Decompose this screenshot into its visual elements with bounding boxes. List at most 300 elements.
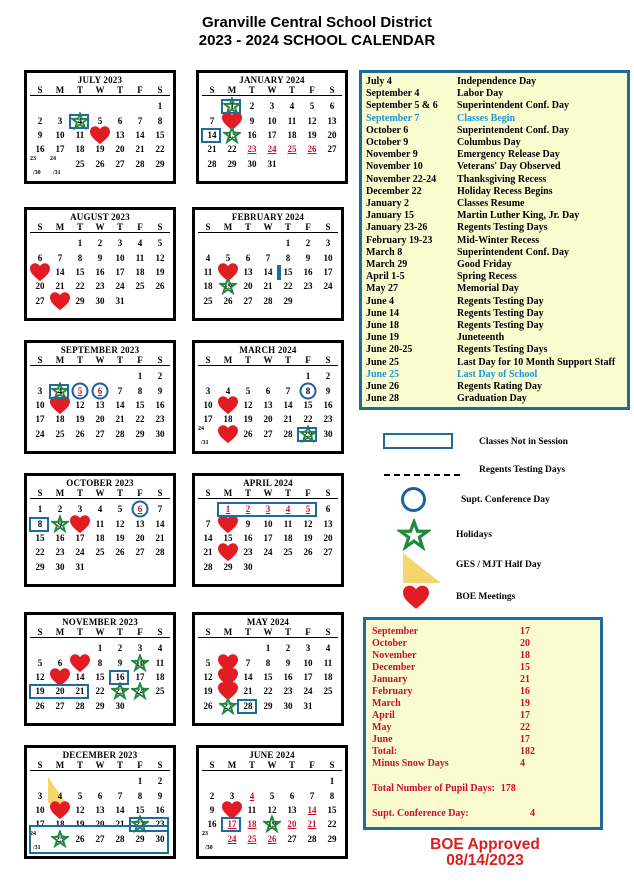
pupil-days-value: 178 (500, 783, 516, 794)
calendar-day: 28 (307, 833, 317, 844)
calendar-day: 15 (95, 672, 105, 683)
month-title: OCTOBER 2023 (66, 478, 134, 488)
calendar-day (202, 825, 222, 853)
weekday-label: F (298, 488, 318, 499)
event-row (366, 149, 623, 161)
calendar-day: 26 (155, 281, 165, 292)
calendar-day: 9 (325, 385, 331, 396)
district-title: Granville Central School District (201, 14, 433, 31)
weekday-label: S (30, 488, 50, 499)
day-count-month: Total: (372, 746, 398, 757)
weekday-label: F (298, 355, 318, 366)
weekday-label: M (218, 222, 238, 233)
calendar-day: 22 (303, 414, 313, 425)
weekday-label: S (150, 488, 170, 499)
weekday-label: S (150, 85, 170, 96)
calendar-day: 6 (245, 252, 251, 263)
day-count-row (372, 686, 594, 698)
calendar-day: 15 (223, 533, 233, 544)
event-row (366, 137, 623, 149)
day-count-value: 17 (520, 734, 530, 745)
calendar-day: 9 (285, 657, 291, 668)
calendar-day: 11 (247, 805, 257, 816)
calendar-day: 16 (155, 805, 165, 816)
calendar-day: 25 (95, 547, 105, 558)
calendar-day: 24 (323, 281, 333, 292)
calendar-day: 5 (309, 101, 315, 112)
calendar-day: 2 (209, 790, 215, 801)
calendar-day: 29 (135, 428, 145, 439)
calendar-day: 13 (95, 400, 105, 411)
calendar-day: 25 (155, 686, 165, 697)
day-count-value: 17 (520, 710, 530, 721)
calendar-day: 10 (130, 656, 150, 670)
calendar-day: 26 (75, 833, 85, 844)
calendar-day: 21 (207, 144, 217, 155)
calendar-day: 4 (97, 504, 103, 515)
calendar-day: 1 (222, 99, 242, 113)
weekday-label: T (278, 355, 298, 366)
calendar-day: 28 (283, 428, 293, 439)
calendar-day: 30 (95, 295, 105, 306)
weekday-label: T (70, 85, 90, 96)
calendar-day: 27 (263, 428, 273, 439)
weekday-label: M (50, 85, 70, 96)
weekday-label: W (90, 760, 110, 771)
holiday-star-icon (219, 697, 237, 715)
calendar-day: 6 (57, 657, 63, 668)
calendar-day: 26 (35, 700, 45, 711)
month-grid (202, 760, 342, 851)
calendar-day: 14 (263, 267, 273, 278)
month-calendar-december (24, 745, 176, 859)
calendar-day: 31 (303, 700, 313, 711)
calendar-day: 21 (115, 819, 125, 830)
event-name: Regents Testing Day (457, 320, 544, 332)
calendar-day: 21 (263, 281, 273, 292)
calendar-day: 17 (135, 672, 145, 683)
calendar-day: 28 (115, 833, 125, 844)
calendar-day: 17 (55, 144, 65, 155)
calendar-day: 23 (95, 281, 105, 292)
calendar-day: 25 (323, 686, 333, 697)
weekday-label: T (278, 222, 298, 233)
weekday-label: T (110, 85, 130, 96)
calendar-day: 18 (287, 130, 297, 141)
event-row (366, 235, 623, 247)
calendar-day: 25 (75, 158, 85, 169)
calendar-day: 18 (223, 414, 233, 425)
calendar-day: 25 (283, 547, 293, 558)
calendar-day: 14 (115, 400, 125, 411)
weekday-label: M (50, 355, 70, 366)
calendar-day (218, 398, 238, 412)
month-grid (30, 488, 170, 574)
calendar-day: 20 (287, 819, 297, 830)
calendar-day: 12 (303, 518, 313, 529)
event-date: December 22 (366, 185, 422, 197)
weekday-label: F (302, 85, 322, 96)
calendar-day: 5 (245, 385, 251, 396)
weekday-label: F (130, 85, 150, 96)
calendar-day: 16 (115, 672, 125, 683)
event-name: Spring Recess (457, 271, 517, 283)
conference-circle-icon (300, 382, 317, 399)
calendar-day: 23 (283, 686, 293, 697)
event-date: October 6 (366, 124, 409, 136)
day-count-month: January (372, 674, 408, 685)
weekday-label: F (130, 488, 150, 499)
calendar-day: 18 (247, 819, 257, 830)
calendar-day: 9 (245, 518, 251, 529)
calendar-day: 7 (137, 115, 143, 126)
calendar-day: 17 (267, 130, 277, 141)
calendar-day: 25 (247, 833, 257, 844)
conference-circle-icon (72, 382, 89, 399)
calendar-day: 20 (115, 144, 125, 155)
calendar-day: 9 (37, 130, 43, 141)
calendar-day (90, 128, 110, 142)
weekday-label: S (30, 85, 50, 96)
not-in-session-box (217, 502, 317, 517)
calendar-day: 21 (283, 414, 293, 425)
calendar-day: 2 (97, 238, 103, 249)
day-count-row (372, 674, 594, 686)
event-name: Regents Testing Days (457, 222, 548, 234)
weekday-label: T (70, 355, 90, 366)
calendar-day: 25 (203, 295, 213, 306)
event-name: Last Day for 10 Month Support Staff (457, 356, 616, 368)
calendar-title: 2023 - 2024 SCHOOL CALENDAR (198, 32, 436, 49)
calendar-day: 16 (243, 533, 253, 544)
weekday-label: T (238, 488, 258, 499)
holiday-star-icon (51, 515, 69, 533)
calendar-day: 20 (95, 414, 105, 425)
calendar-day: 24 (115, 281, 125, 292)
calendar-day: 13 (287, 805, 297, 816)
conference-days-label: Supt. Conference Day: (372, 808, 469, 819)
calendar-day: 14 (115, 805, 125, 816)
calendar-day: 10 (55, 130, 65, 141)
calendar-day: 29 (298, 427, 318, 441)
split-day: 24 /31 (30, 830, 41, 851)
calendar-day: 13 (243, 267, 253, 278)
event-date: June 20-25 (366, 344, 413, 356)
calendar-day: 2 (117, 643, 123, 654)
calendar-day: 21 (115, 414, 125, 425)
calendar-day: 7 (117, 790, 123, 801)
calendar-day: 29 (263, 700, 273, 711)
weekday-label: M (218, 488, 238, 499)
day-count-row (372, 722, 594, 734)
calendar-day: 22 (327, 819, 337, 830)
event-date: September 7 (366, 112, 420, 124)
weekday-label: W (90, 85, 110, 96)
weekday-label: T (238, 355, 258, 366)
calendar-day: 20 (243, 281, 253, 292)
calendar-day: 10 (267, 115, 277, 126)
month-calendar-june (196, 745, 348, 859)
calendar-day: 3 (325, 238, 331, 249)
calendar-day: 22 (283, 281, 293, 292)
calendar-day: 10 (35, 805, 45, 816)
weekday-label: F (298, 627, 318, 638)
not-in-session-box (277, 265, 281, 280)
calendar-day: 2 (249, 101, 255, 112)
calendar-day: 16 (303, 267, 313, 278)
calendar-day: 19 (75, 414, 85, 425)
event-name: Classes Begin (457, 112, 516, 124)
event-row (366, 174, 623, 186)
day-count-row (372, 734, 594, 746)
event-date: February 19-23 (366, 234, 433, 246)
calendar-day: 15 (135, 805, 145, 816)
calendar-day: 9 (97, 252, 103, 263)
weekday-label: F (130, 627, 150, 638)
weekday-label: S (318, 488, 338, 499)
calendar-day (30, 150, 50, 178)
calendar-day: 31 (267, 158, 277, 169)
calendar-day: 21 (75, 686, 85, 697)
calendar-day: 3 (265, 504, 271, 515)
calendar-day: 7 (157, 504, 163, 515)
calendar-day: 3 (229, 790, 235, 801)
event-date: June 4 (366, 295, 395, 307)
calendar-day: 7 (245, 657, 251, 668)
weekday-label: T (70, 760, 90, 771)
pupil-days-row (372, 783, 594, 795)
calendar-day: 18 (95, 533, 105, 544)
calendar-day: 27 (35, 295, 45, 306)
event-name: Mid-Winter Recess (457, 234, 540, 246)
event-row (366, 259, 623, 271)
event-date: January 23-26 (366, 222, 428, 234)
calendar-day: 26 (95, 158, 105, 169)
calendar-day: 29 (227, 158, 237, 169)
month-grid (198, 355, 338, 446)
weekday-label: T (282, 85, 302, 96)
calendar-day: 18 (75, 144, 85, 155)
weekday-label: S (150, 355, 170, 366)
calendar-day: 27 (218, 699, 238, 713)
event-row (366, 381, 623, 393)
calendar-day: 8 (285, 252, 291, 263)
calendar-day: 9 (50, 517, 70, 531)
weekday-label: M (222, 760, 242, 771)
calendar-day: 6 (130, 502, 150, 516)
weekday-label: T (238, 222, 258, 233)
event-date: November 22-24 (366, 173, 437, 185)
event-date: June 26 (366, 381, 400, 393)
calendar-day: 11 (135, 252, 145, 263)
calendar-day: 6 (90, 384, 110, 398)
calendar-day: 27 (323, 547, 333, 558)
weekday-label: M (50, 222, 70, 233)
calendar-day: 3 (269, 101, 275, 112)
calendar-day: 29 (223, 561, 233, 572)
event-name: Superintendent Conf. Day (457, 124, 569, 136)
event-name: Thanksgiving Recess (457, 173, 547, 185)
event-row (366, 283, 623, 295)
calendar-day: 12 (307, 115, 317, 126)
calendar-day: 17 (35, 819, 45, 830)
legend-conference-label: Supt. Conference Day (461, 495, 550, 505)
calendar-day: 5 (37, 657, 43, 668)
calendar-day: 19 (218, 279, 238, 293)
calendar-day (70, 656, 90, 670)
calendar-day: 14 (155, 518, 165, 529)
event-row (366, 113, 623, 125)
calendar-day: 26 (203, 700, 213, 711)
event-date: January 2 (366, 198, 410, 210)
calendar-day: 17 (203, 414, 213, 425)
calendar-day: 15 (135, 400, 145, 411)
calendar-day: 1 (137, 371, 143, 382)
weekday-label: W (262, 85, 282, 96)
calendar-day: 25 (50, 832, 70, 846)
not-in-session-box (237, 699, 257, 714)
calendar-day: 12 (267, 805, 277, 816)
calendar-day: 16 (35, 144, 45, 155)
calendar-day: 28 (115, 428, 125, 439)
calendar-day: 3 (117, 238, 123, 249)
calendar-day: 27 (243, 295, 253, 306)
weekday-label: T (238, 627, 258, 638)
calendar-day: 8 (137, 790, 143, 801)
calendar-day (50, 398, 70, 412)
not-in-session-box (221, 817, 241, 832)
calendar-day: 25 (135, 281, 145, 292)
day-count-row (372, 626, 594, 638)
calendar-day: 7 (209, 115, 215, 126)
calendar-day: 2 (37, 115, 43, 126)
calendar-day: 29 (283, 295, 293, 306)
event-name: Columbus Day (457, 137, 521, 149)
calendar-day: 4 (249, 790, 255, 801)
legend-half-day-icon (403, 553, 441, 583)
calendar-day: 31 (115, 295, 125, 306)
weekday-label: T (242, 85, 262, 96)
calendar-day: 3 (37, 790, 43, 801)
day-count-month: December (372, 662, 416, 673)
calendar-day: 22 (130, 817, 150, 831)
calendar-day: 8 (137, 385, 143, 396)
event-name: Classes Resume (457, 198, 525, 210)
calendar-day: 2 (57, 504, 63, 515)
event-name: Memorial Day (457, 283, 519, 295)
calendar-day: 10 (263, 518, 273, 529)
calendar-day: 9 (249, 115, 255, 126)
weekday-label: T (110, 488, 130, 499)
calendar-day: 29 (327, 833, 337, 844)
calendar-day: 5 (77, 790, 83, 801)
day-count-value: 18 (520, 650, 530, 661)
calendar-day: 21 (203, 547, 213, 558)
weekday-label: S (322, 85, 342, 96)
weekday-label: W (90, 222, 110, 233)
calendar-day: 2 (157, 776, 163, 787)
weekday-label: S (202, 760, 222, 771)
event-name: Regents Testing Days (457, 344, 548, 356)
month-title: JANUARY 2024 (239, 75, 305, 85)
month-grid (198, 222, 338, 308)
month-calendar-august (24, 207, 176, 321)
calendar-day: 28 (243, 700, 253, 711)
event-name: Graduation Day (457, 393, 527, 405)
event-date: July 4 (366, 76, 392, 87)
event-row (366, 344, 623, 356)
weekday-label: M (50, 488, 70, 499)
calendar-day: 1 (37, 504, 43, 515)
calendar-day: 30 (115, 700, 125, 711)
event-row (366, 186, 623, 198)
event-date: September 5 & 6 (366, 100, 438, 112)
half-day-icon (48, 777, 66, 803)
calendar-day: 9 (305, 252, 311, 263)
event-row (366, 369, 623, 381)
calendar-day: 29 (95, 700, 105, 711)
not-in-session-box (221, 99, 241, 114)
event-row (366, 161, 623, 173)
calendar-day: 15 (303, 400, 313, 411)
calendar-day: 7 (205, 518, 211, 529)
calendar-day: 10 (323, 252, 333, 263)
calendar-day: 27 (135, 547, 145, 558)
calendar-day: 9 (157, 385, 163, 396)
legend-conference-circle-icon (401, 487, 426, 512)
calendar-day: 22 (35, 547, 45, 558)
calendar-day: 5 (269, 790, 275, 801)
legend-heart-icon (401, 584, 431, 610)
event-row (366, 296, 623, 308)
calendar-day: 18 (55, 414, 65, 425)
calendar-day: 25 (287, 144, 297, 155)
calendar-day: 8 (265, 657, 271, 668)
event-name: Juneteenth (457, 332, 505, 344)
calendar-day: 26 (267, 833, 277, 844)
calendar-day: 6 (37, 252, 43, 263)
calendar-day: 17 (303, 672, 313, 683)
calendar-day: 24 (227, 833, 237, 844)
calendar-day: 24 (267, 144, 277, 155)
calendar-day: 13 (95, 805, 105, 816)
calendar-day: 5 (157, 238, 163, 249)
event-date: June 19 (366, 332, 400, 344)
calendar-day: 9 (117, 657, 123, 668)
day-count-value: 21 (520, 674, 530, 685)
calendar-day: 17 (75, 533, 85, 544)
legend-regents-swatch (384, 474, 460, 476)
calendar-day: 2 (285, 643, 291, 654)
event-date: September 4 (366, 88, 420, 100)
calendar-day: 4 (70, 114, 90, 128)
weekday-label: T (110, 760, 130, 771)
calendar-day: 28 (155, 547, 165, 558)
calendar-day: 10 (303, 657, 313, 668)
calendar-day: 2 (157, 371, 163, 382)
calendar-day: 14 (243, 672, 253, 683)
calendar-day: 16 (95, 267, 105, 278)
calendar-day: 22 (155, 144, 165, 155)
weekday-label: M (218, 355, 238, 366)
calendar-day: 9 (209, 805, 215, 816)
calendar-day: 8 (298, 384, 318, 398)
calendar-day: 8 (37, 518, 43, 529)
calendar-day: 8 (157, 115, 163, 126)
calendar-day: 18 (135, 267, 145, 278)
calendar-day: 13 (115, 130, 125, 141)
weekday-label: S (30, 222, 50, 233)
